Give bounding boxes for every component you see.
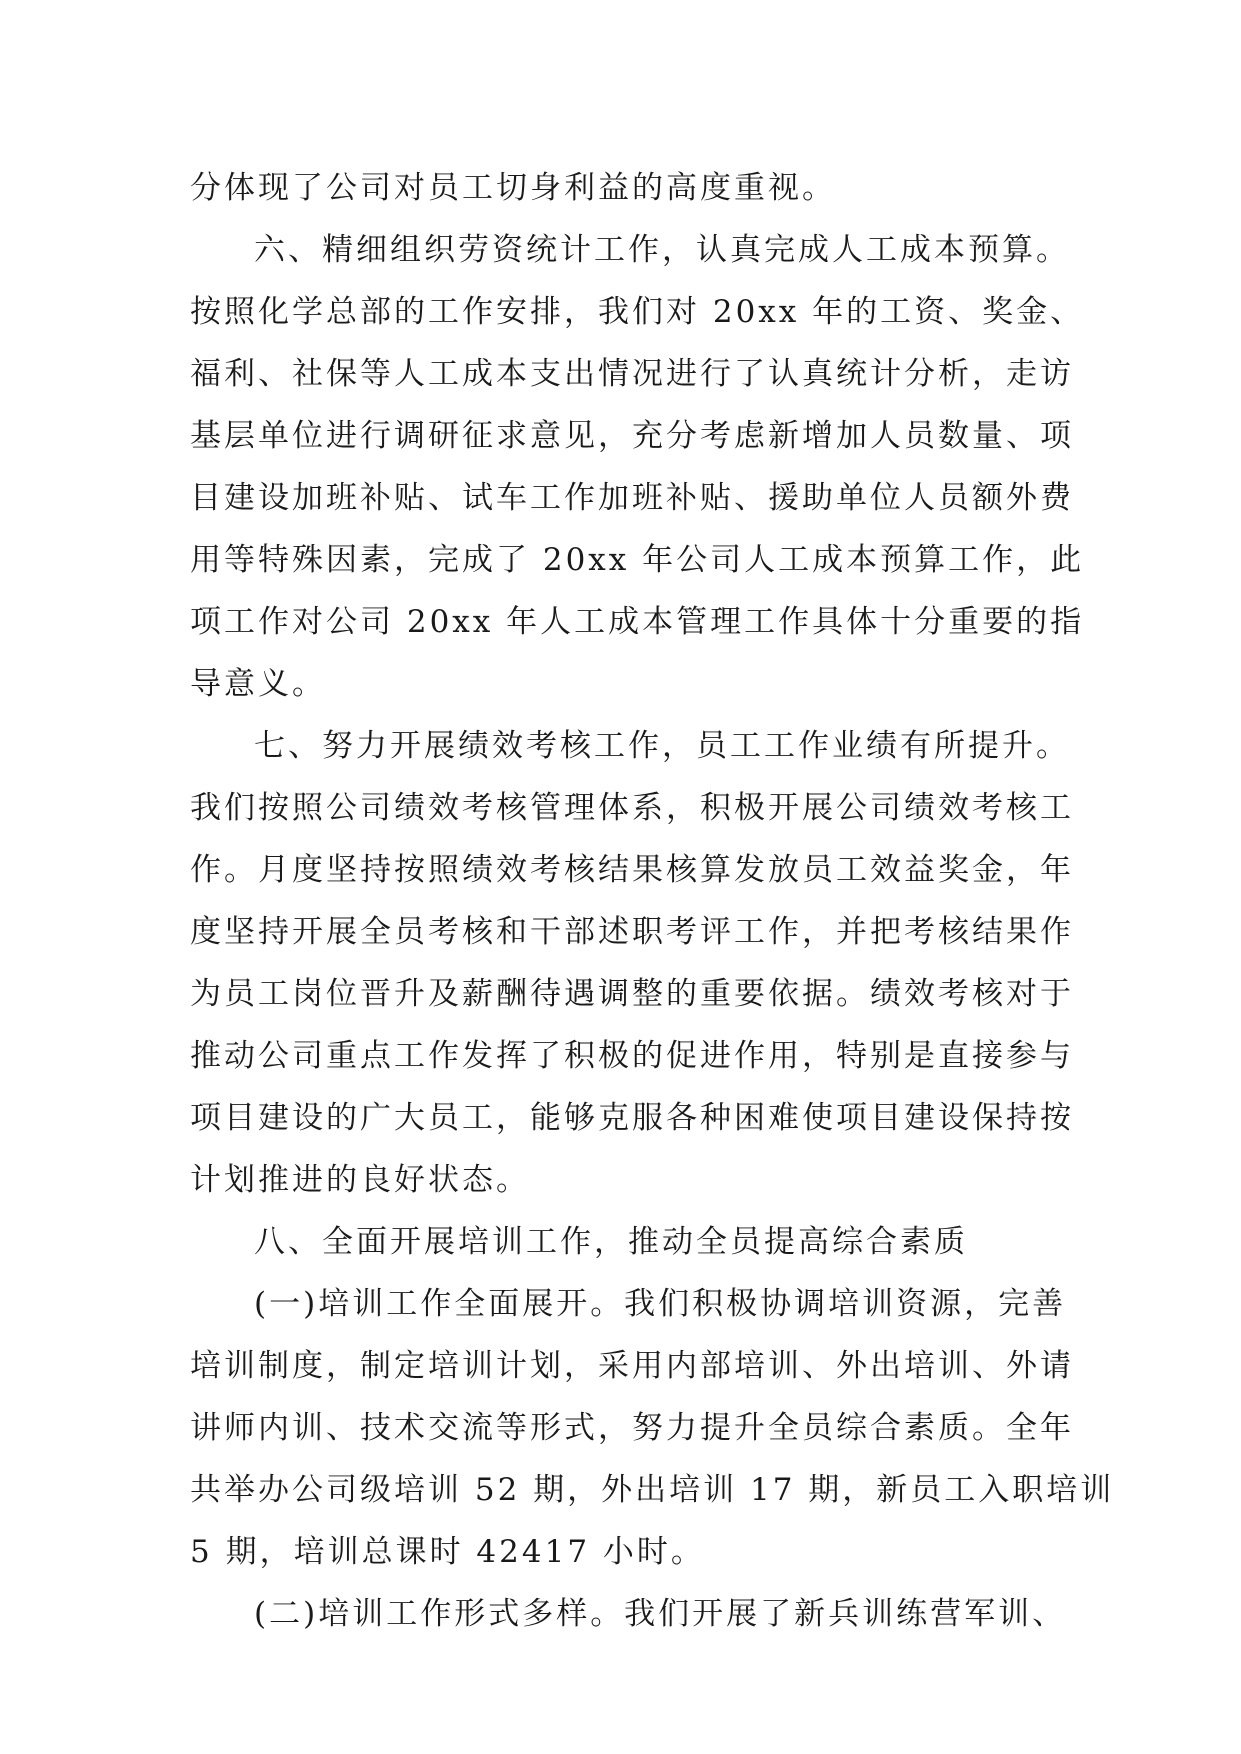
paragraph-line: 度坚持开展全员考核和干部述职考评工作，并把考核结果作 <box>190 914 1074 950</box>
section-heading: 八、全面开展培训工作，推动全员提高综合素质 <box>254 1224 968 1260</box>
paragraph-line: 共举办公司级培训 52 期，外出培训 17 期，新员工入职培训 <box>190 1472 1115 1508</box>
paragraph-line: 基层单位进行调研征求意见，充分考虑新增加人员数量、项 <box>190 418 1074 454</box>
paragraph-line: 作。月度坚持按照绩效考核结果核算发放员工效益奖金，年 <box>190 852 1074 888</box>
paragraph-line: 用等特殊因素，完成了 20xx 年公司人工成本预算工作，此 <box>190 542 1085 578</box>
paragraph-line: 计划推进的良好状态。 <box>190 1162 530 1198</box>
paragraph-line: 七、努力开展绩效考核工作，员工工作业绩有所提升。 <box>254 728 1070 764</box>
paragraph-line: 项目建设的广大员工，能够克服各种困难使项目建设保持按 <box>190 1100 1074 1136</box>
paragraph-line: 福利、社保等人工成本支出情况进行了认真统计分析，走访 <box>190 356 1074 392</box>
paragraph-line: (二)培训工作形式多样。我们开展了新兵训练营军训、 <box>254 1596 1067 1632</box>
paragraph-line: 讲师内训、技术交流等形式，努力提升全员综合素质。全年 <box>190 1410 1074 1446</box>
paragraph-line: 分体现了公司对员工切身利益的高度重视。 <box>190 170 836 206</box>
paragraph-line: 我们按照公司绩效考核管理体系，积极开展公司绩效考核工 <box>190 790 1074 826</box>
paragraph-line: (一)培训工作全面展开。我们积极协调培训资源，完善 <box>254 1286 1067 1322</box>
paragraph-line: 导意义。 <box>190 666 326 702</box>
paragraph-line: 为员工岗位晋升及薪酬待遇调整的重要依据。绩效考核对于 <box>190 976 1074 1012</box>
paragraph-line: 项工作对公司 20xx 年人工成本管理工作具体十分重要的指 <box>190 604 1085 640</box>
paragraph-line: 六、精细组织劳资统计工作，认真完成人工成本预算。 <box>254 232 1070 268</box>
paragraph-line: 目建设加班补贴、试车工作加班补贴、援助单位人员额外费 <box>190 480 1074 516</box>
paragraph-line: 5 期，培训总课时 42417 小时。 <box>190 1534 705 1570</box>
paragraph-line: 推动公司重点工作发挥了积极的促进作用，特别是直接参与 <box>190 1038 1074 1074</box>
paragraph-line: 培训制度，制定培训计划，采用内部培训、外出培训、外请 <box>190 1348 1074 1384</box>
paragraph-line: 按照化学总部的工作安排，我们对 20xx 年的工资、奖金、 <box>190 294 1085 330</box>
